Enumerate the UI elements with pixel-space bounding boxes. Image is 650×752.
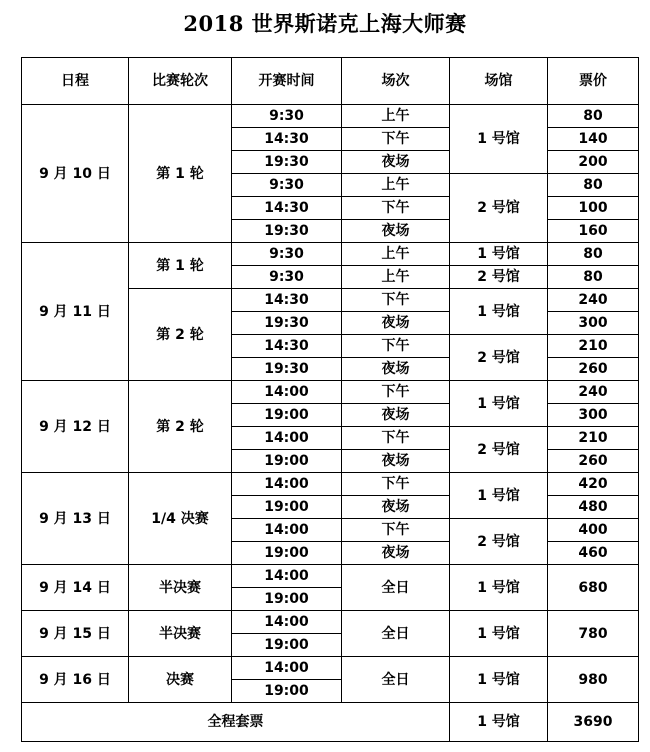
time-cell: 14:30: [232, 335, 342, 358]
time-cell: 14:00: [232, 473, 342, 496]
price-cell: 980: [548, 657, 639, 703]
table-row: [22, 657, 639, 680]
time-cell: 19:00: [232, 588, 342, 611]
package-venue: 1 号馆: [450, 703, 548, 742]
schedule-table: [21, 57, 639, 742]
date-cell: 9 月 14 日: [22, 565, 129, 611]
table-row: [22, 381, 639, 404]
price-cell: 80: [548, 266, 639, 289]
session-cell: 下午: [342, 289, 450, 312]
time-cell: 9:30: [232, 105, 342, 128]
price-cell: 80: [548, 243, 639, 266]
session-cell: 上午: [342, 243, 450, 266]
time-cell: 19:30: [232, 358, 342, 381]
price-cell: 80: [548, 105, 639, 128]
venue-cell: 1 号馆: [450, 473, 548, 519]
header-venue: 场馆: [450, 58, 548, 105]
time-cell: 19:30: [232, 220, 342, 243]
time-cell: 19:00: [232, 542, 342, 565]
session-cell: 上午: [342, 174, 450, 197]
price-cell: 300: [548, 404, 639, 427]
date-cell: 9 月 10 日: [22, 105, 129, 243]
time-cell: 19:00: [232, 680, 342, 703]
venue-cell: 2 号馆: [450, 427, 548, 473]
round-cell: 决赛: [129, 657, 232, 703]
session-cell: 上午: [342, 266, 450, 289]
time-cell: 14:00: [232, 381, 342, 404]
table-row: [22, 565, 639, 588]
price-cell: 140: [548, 128, 639, 151]
time-cell: 14:00: [232, 519, 342, 542]
price-cell: 260: [548, 450, 639, 473]
venue-cell: 1 号馆: [450, 289, 548, 335]
price-cell: 200: [548, 151, 639, 174]
package-label: 全程套票: [22, 703, 450, 742]
package-price: 3690: [548, 703, 639, 742]
price-cell: 680: [548, 565, 639, 611]
round-cell: 半决赛: [129, 565, 232, 611]
price-cell: 300: [548, 312, 639, 335]
session-cell: 夜场: [342, 220, 450, 243]
venue-cell: 2 号馆: [450, 174, 548, 243]
venue-cell: 1 号馆: [450, 657, 548, 703]
header-round: 比赛轮次: [129, 58, 232, 105]
date-cell: 9 月 16 日: [22, 657, 129, 703]
session-cell: 下午: [342, 473, 450, 496]
time-cell: 14:00: [232, 657, 342, 680]
session-cell: 夜场: [342, 404, 450, 427]
session-cell: 夜场: [342, 358, 450, 381]
venue-cell: 1 号馆: [450, 381, 548, 427]
time-cell: 14:00: [232, 611, 342, 634]
price-cell: 480: [548, 496, 639, 519]
session-cell: 下午: [342, 128, 450, 151]
table-row: [22, 473, 639, 496]
session-cell: 下午: [342, 427, 450, 450]
page-title: 2018 世界斯诺克上海大师赛: [183, 11, 467, 36]
price-cell: 420: [548, 473, 639, 496]
time-cell: 9:30: [232, 243, 342, 266]
time-cell: 19:00: [232, 496, 342, 519]
price-cell: 210: [548, 427, 639, 450]
price-cell: 210: [548, 335, 639, 358]
price-cell: 780: [548, 611, 639, 657]
time-cell: 19:00: [232, 404, 342, 427]
venue-cell: 2 号馆: [450, 519, 548, 565]
price-cell: 100: [548, 197, 639, 220]
package-row: [22, 703, 639, 742]
round-cell: 第 1 轮: [129, 243, 232, 289]
date-cell: 9 月 11 日: [22, 243, 129, 381]
price-cell: 400: [548, 519, 639, 542]
session-cell: 夜场: [342, 312, 450, 335]
session-cell: 全日: [342, 611, 450, 657]
venue-cell: 2 号馆: [450, 335, 548, 381]
header-row: [22, 58, 639, 105]
time-cell: 14:00: [232, 565, 342, 588]
time-cell: 9:30: [232, 266, 342, 289]
session-cell: 下午: [342, 197, 450, 220]
session-cell: 下午: [342, 381, 450, 404]
time-cell: 19:00: [232, 634, 342, 657]
date-cell: 9 月 12 日: [22, 381, 129, 473]
header-date: 日程: [22, 58, 129, 105]
time-cell: 19:00: [232, 450, 342, 473]
time-cell: 19:30: [232, 312, 342, 335]
venue-cell: 1 号馆: [450, 565, 548, 611]
time-cell: 14:00: [232, 427, 342, 450]
session-cell: 上午: [342, 105, 450, 128]
round-cell: 1/4 决赛: [129, 473, 232, 565]
venue-cell: 2 号馆: [450, 266, 548, 289]
price-cell: 80: [548, 174, 639, 197]
header-time: 开赛时间: [232, 58, 342, 105]
round-cell: 第 2 轮: [129, 289, 232, 381]
session-cell: 夜场: [342, 450, 450, 473]
time-cell: 9:30: [232, 174, 342, 197]
time-cell: 14:30: [232, 289, 342, 312]
session-cell: 全日: [342, 657, 450, 703]
price-cell: 240: [548, 289, 639, 312]
round-cell: 半决赛: [129, 611, 232, 657]
date-cell: 9 月 13 日: [22, 473, 129, 565]
session-cell: 全日: [342, 565, 450, 611]
price-cell: 240: [548, 381, 639, 404]
session-cell: 夜场: [342, 542, 450, 565]
table-row: [22, 105, 639, 128]
price-cell: 160: [548, 220, 639, 243]
time-cell: 19:30: [232, 151, 342, 174]
venue-cell: 1 号馆: [450, 105, 548, 174]
table-row: [22, 243, 639, 266]
price-cell: 460: [548, 542, 639, 565]
price-cell: 260: [548, 358, 639, 381]
time-cell: 14:30: [232, 128, 342, 151]
session-cell: 下午: [342, 335, 450, 358]
time-cell: 14:30: [232, 197, 342, 220]
venue-cell: 1 号馆: [450, 611, 548, 657]
session-cell: 夜场: [342, 151, 450, 174]
header-session: 场次: [342, 58, 450, 105]
table-row: [22, 611, 639, 634]
date-cell: 9 月 15 日: [22, 611, 129, 657]
venue-cell: 1 号馆: [450, 243, 548, 266]
session-cell: 下午: [342, 519, 450, 542]
session-cell: 夜场: [342, 496, 450, 519]
round-cell: 第 1 轮: [129, 105, 232, 243]
round-cell: 第 2 轮: [129, 381, 232, 473]
header-price: 票价: [548, 58, 639, 105]
